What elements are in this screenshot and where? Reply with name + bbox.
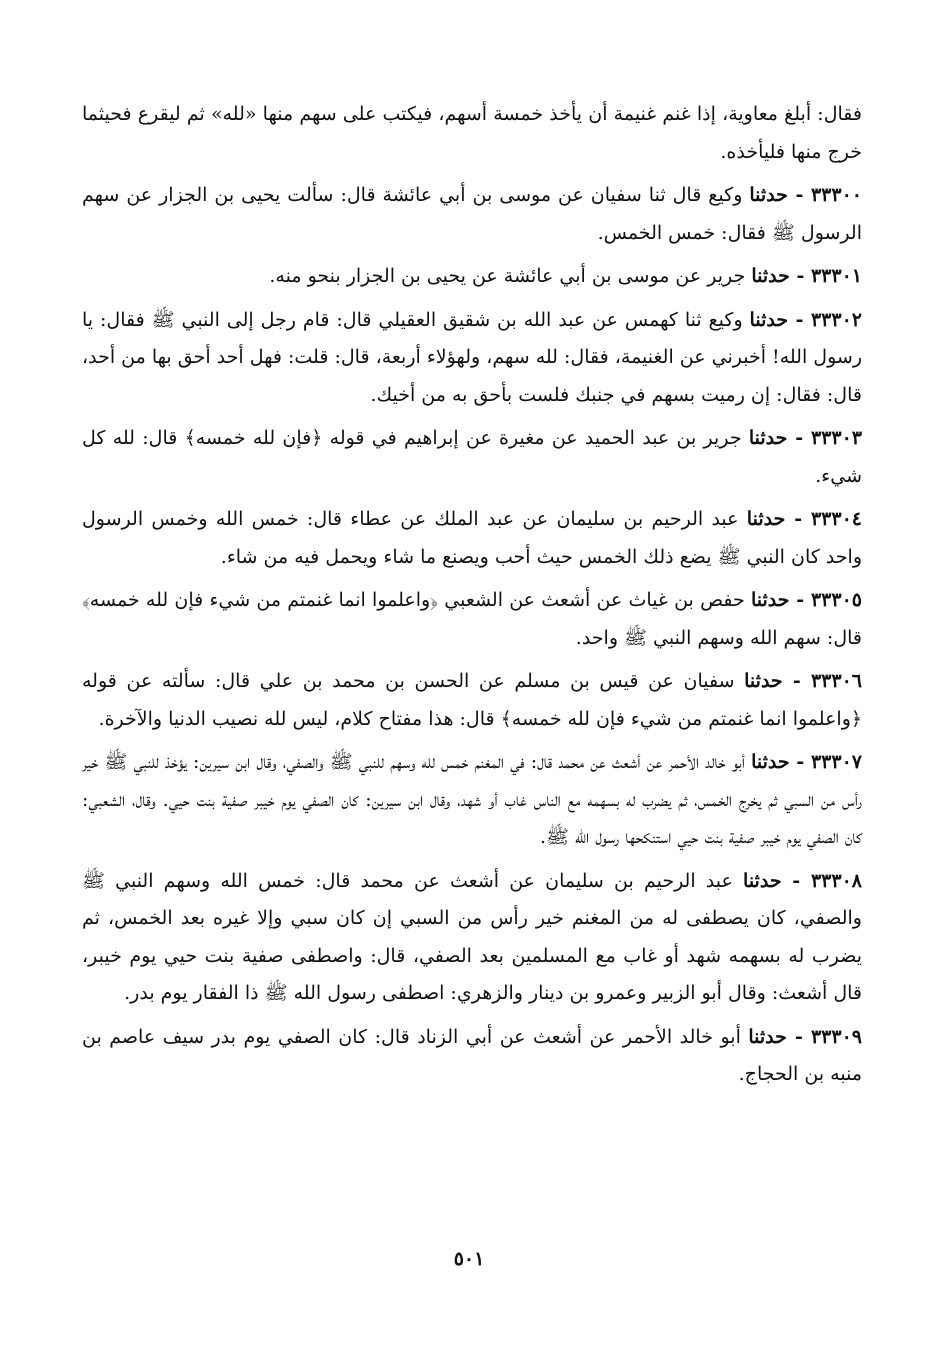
page-number: ٥٠١ <box>453 1248 485 1270</box>
hadith-text: جرير بن عبد الحميد عن مغيرة عن إبراهيم في قوله ﴿فإن لله خمسه﴾ قال: لله كل شيء. <box>82 427 862 487</box>
hadith-number: ٣٣٣٠٨ <box>810 869 862 892</box>
hadith-lead: - حدثنا <box>748 427 811 449</box>
hadith-number: ٣٣٣٠٥ <box>810 589 862 611</box>
paragraph <box>82 302 862 415</box>
text-body <box>82 96 862 1100</box>
hadith-text: أبو خالد الأحمر عن أشعث عن أبي الزناد قال: كان الصفي يوم بدر سيف عاصم بن منبه بن الحجاج. <box>82 1025 862 1085</box>
hadith-text: أبو خالد الأحمر عن أشعث عن محمد قال: في المغنم خمس لله وسهم للنبي ﷺ والصفي، وقال ابن سيرين: يؤخذ للنبي ﷺ خير رأس من السبي ثم يخرج الخمس، ثم يضرب له بسهمه مع الناس غاب أو شهد، وقال ابن سيرين: كان الصفي يوم خيبر صفية بنت حيي. وقال، الشعبي: كان الصفي يوم خيبر صفية بنت حيي استنكحها رسول الله ﷺ. <box>82 751 862 848</box>
hadith-text: وكيع ثنا كهمس عن عبد الله بن شقيق العقيلي قال: قام رجل إلى النبي ﷺ فقال: يا رسول الله! أخبرني عن الغنيمة، فقال: لله سهم، ولهؤلاء أربعة، قال: قلت: فهل أحد أحق بها من أحد، قال: فقال: إن رميت بسهم في جنبك فلست بأحق به من أخيك. <box>82 308 862 406</box>
hadith-lead: - حدثنا <box>751 265 811 287</box>
hadith-number: ٣٣٣٠٤ <box>810 508 862 530</box>
paragraph <box>82 420 862 495</box>
paragraph <box>82 501 862 576</box>
paragraph <box>82 863 862 1013</box>
paragraph <box>82 582 862 657</box>
hadith-text: جرير عن موسى بن أبي عائشة عن يحيى بن الجزار بنحو منه. <box>269 265 752 287</box>
hadith-lead: - حدثنا <box>746 508 811 530</box>
hadith-text: عبد الرحيم بن سليمان عن عبد الملك عن عطاء قال: خمس الله وخمس الرسول واحد كان النبي ﷺ يضع ذلك الخمس حيث أحب ويصنع ما شاء ويحمل فيه من شاء. <box>82 508 862 568</box>
hadith-lead: - حدثنا <box>748 1025 811 1048</box>
paragraph <box>82 1019 862 1094</box>
hadith-text: حفص بن غياث عن أشعث عن الشعبي ﴿واعلموا انما غنمتم من شيء فإن لله خمسه﴾ قال: سهم الله وسهم النبي ﷺ واحد. <box>82 589 862 649</box>
hadith-number: ٣٣٣٠٧ <box>810 751 862 773</box>
paragraph <box>82 663 862 738</box>
hadith-text: فقال: أبلغ معاوية، إذا غنم غنيمة أن يأخذ خمسة أسهم، فيكتب على سهم منها «لله» ثم ليقرع فحيثما خرج منها فليأخذه. <box>82 103 862 163</box>
hadith-number: ٣٣٣٠٦ <box>810 670 862 692</box>
hadith-text: وكيع قال ثنا سفيان عن موسى بن أبي عائشة قال: سألت يحيى بن الجزار عن سهم الرسول ﷺ فقال: خمس الخمس. <box>82 184 862 244</box>
hadith-lead: - حدثنا <box>749 184 811 206</box>
hadith-number: ٣٣٣٠٢ <box>810 308 862 331</box>
hadith-number: ٣٣٣٠٩ <box>810 1025 862 1048</box>
hadith-lead: - حدثنا <box>743 869 811 892</box>
hadith-lead: - حدثنا <box>750 589 811 611</box>
hadith-text: عبد الرحيم بن سليمان عن أشعث عن محمد قال: خمس الله وسهم النبي ﷺ والصفي، كان يصطفى له من المغنم خير رأس من السبي إن كان سبي وإلا غيره بعد الخمس، ثم يضرب له بسهمه شهد أو غاب مع المسلمين بعد الصفي، قال: واصطفى صفية بنت حيي يوم خيبر، قال أشعث: وقال أبو الزبير وعمرو بن دينار والزهري: اصطفى رسول الله ﷺ ذا الفقار يوم بدر. <box>82 869 862 1004</box>
paragraph <box>82 258 862 296</box>
hadith-lead: - حدثنا <box>749 308 811 331</box>
hadith-text: سفيان عن قيس بن مسلم عن الحسن بن محمد بن علي قال: سألته عن قوله ﴿واعلموا انما غنمتم من شيء فإن لله خمسه﴾ قال: هذا مفتاح كلام، ليس لله نصيب الدنيا والآخرة. <box>82 670 862 730</box>
paragraph <box>82 177 862 252</box>
hadith-lead: - حدثنا <box>751 751 811 773</box>
hadith-number: ٣٣٣٠١ <box>810 265 862 287</box>
paragraph <box>82 96 862 171</box>
hadith-number: ٣٣٣٠٠ <box>810 184 862 206</box>
hadith-lead: - حدثنا <box>744 670 811 692</box>
hadith-number: ٣٣٣٠٣ <box>810 427 862 449</box>
paragraph <box>82 744 862 857</box>
